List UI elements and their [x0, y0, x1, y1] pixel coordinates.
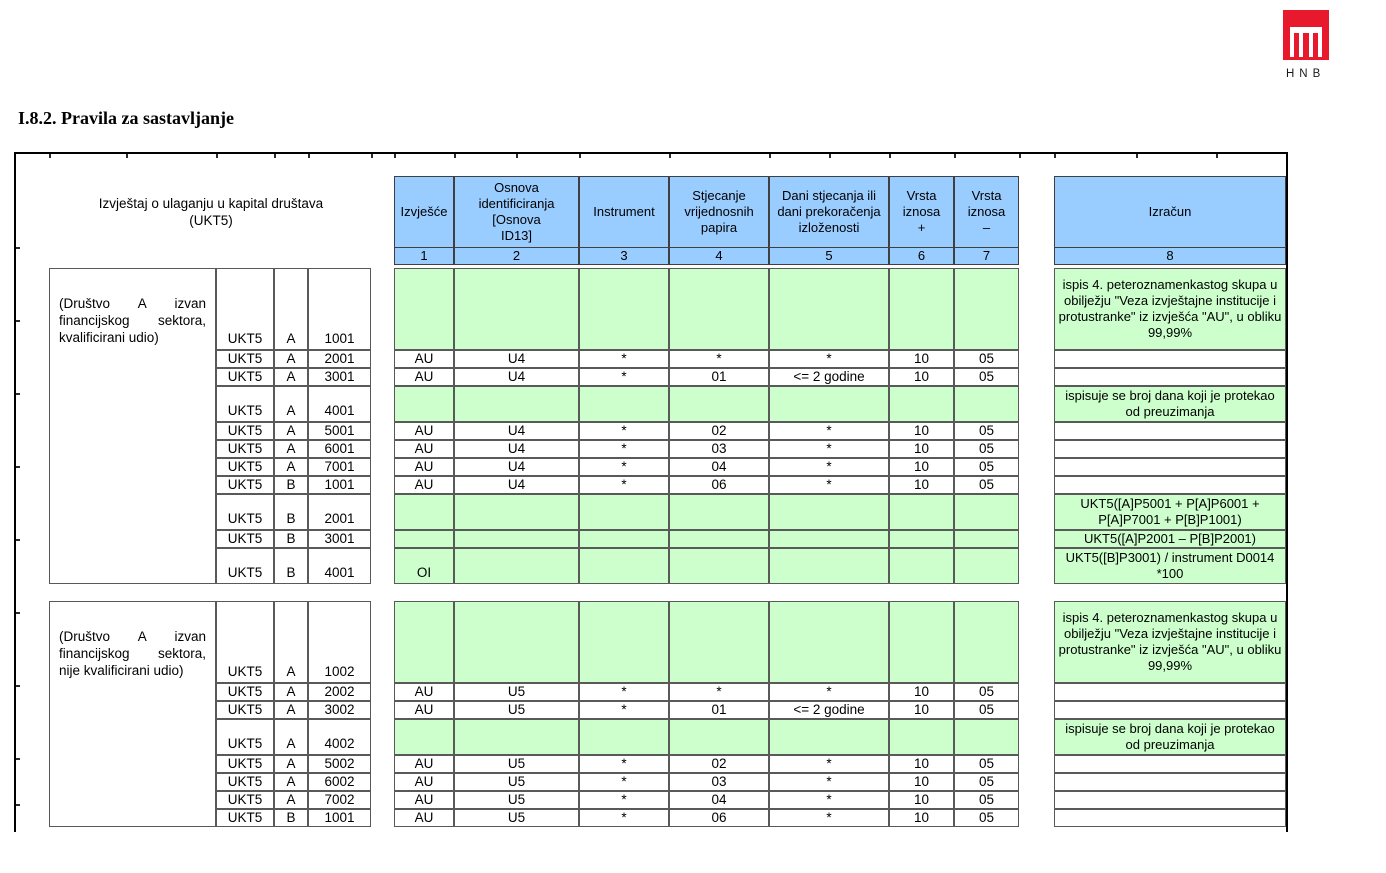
vrsta-plus-cell: 10: [889, 350, 954, 368]
position-cell: 1001: [308, 809, 371, 827]
dani-cell: [769, 494, 889, 530]
position-cell: 5002: [308, 755, 371, 773]
vrsta-minus-cell: 05: [954, 809, 1019, 827]
vrsta-minus-cell: 05: [954, 773, 1019, 791]
izracun-cell: [1054, 440, 1286, 458]
grid-tick: [1216, 154, 1218, 158]
vrsta-plus-cell: 10: [889, 701, 954, 719]
dani-cell: *: [769, 458, 889, 476]
group-cell: A: [274, 601, 308, 683]
vrsta-plus-cell: 10: [889, 440, 954, 458]
izracun-cell: UKT5([B]P3001) / instrument D0014 *100: [1054, 548, 1286, 584]
dani-cell: *: [769, 422, 889, 440]
osnova-cell: U5: [454, 701, 579, 719]
dani-cell: [769, 548, 889, 584]
osnova-cell: [454, 268, 579, 350]
vrsta-plus-cell: 10: [889, 683, 954, 701]
izracun-cell: UKT5([A]P5001 + P[A]P6001 + P[A]P7001 + P[B]P1001): [1054, 494, 1286, 530]
report-name: [46, 176, 376, 248]
grid-tick: [16, 539, 20, 541]
izvjesce-cell: AU: [394, 368, 454, 386]
stjecanje-cell: 02: [669, 422, 769, 440]
column-header-izvjesce: Izvješće: [394, 176, 454, 248]
vrsta-plus-cell: 10: [889, 809, 954, 827]
vrsta-plus-cell: [889, 530, 954, 548]
izracun-cell: ispis 4. peteroznamenkastog skupa u obilježju "Veza izvještajne institucije i protustranke" iz izvješća "AU", u obliku 99,99%: [1054, 268, 1286, 350]
column-header-vrsta-plus: Vrsta iznosa +: [889, 176, 954, 248]
position-cell: 1002: [308, 601, 371, 683]
vrsta-minus-cell: 05: [954, 701, 1019, 719]
izracun-cell: [1054, 773, 1286, 791]
vrsta-plus-cell: 10: [889, 458, 954, 476]
report-code-cell: UKT5: [216, 368, 274, 386]
group-cell: A: [274, 719, 308, 755]
grid-tick: [216, 154, 218, 158]
izracun-cell: [1054, 701, 1286, 719]
stjecanje-cell: [669, 386, 769, 422]
group-cell: A: [274, 773, 308, 791]
dani-cell: [769, 601, 889, 683]
osnova-cell: [454, 494, 579, 530]
position-cell: 4001: [308, 548, 371, 584]
position-cell: 7001: [308, 458, 371, 476]
izracun-cell: [1054, 809, 1286, 827]
group-cell: A: [274, 268, 308, 350]
position-cell: 3001: [308, 530, 371, 548]
position-cell: 2001: [308, 494, 371, 530]
dani-cell: *: [769, 350, 889, 368]
group-cell: A: [274, 683, 308, 701]
grid-tick: [16, 685, 20, 687]
group-cell: B: [274, 548, 308, 584]
report-code-cell: UKT5: [216, 350, 274, 368]
instrument-cell: *: [579, 683, 669, 701]
grid-tick: [49, 154, 51, 158]
instrument-cell: *: [579, 440, 669, 458]
osnova-cell: [454, 530, 579, 548]
instrument-cell: *: [579, 809, 669, 827]
osnova-cell: U5: [454, 683, 579, 701]
osnova-cell: [454, 601, 579, 683]
grid-tick: [16, 320, 20, 322]
group-cell: B: [274, 809, 308, 827]
dani-cell: *: [769, 755, 889, 773]
vrsta-plus-cell: 10: [889, 791, 954, 809]
stjecanje-cell: 04: [669, 458, 769, 476]
position-cell: 6002: [308, 773, 371, 791]
vrsta-minus-cell: 05: [954, 683, 1019, 701]
vrsta-plus-cell: [889, 268, 954, 350]
hnb-logo: [1283, 10, 1343, 80]
group-cell: A: [274, 368, 308, 386]
report-table: [14, 152, 1288, 832]
izracun-cell: [1054, 755, 1286, 773]
izvjesce-cell: AU: [394, 791, 454, 809]
stjecanje-cell: 03: [669, 440, 769, 458]
vrsta-plus-cell: [889, 719, 954, 755]
position-cell: 7002: [308, 791, 371, 809]
osnova-cell: U5: [454, 791, 579, 809]
stjecanje-cell: 01: [669, 368, 769, 386]
group-cell: A: [274, 755, 308, 773]
group-cell: A: [274, 350, 308, 368]
vrsta-plus-cell: [889, 386, 954, 422]
instrument-cell: *: [579, 791, 669, 809]
instrument-cell: *: [579, 422, 669, 440]
vrsta-plus-cell: 10: [889, 422, 954, 440]
instrument-cell: *: [579, 476, 669, 494]
dani-cell: *: [769, 683, 889, 701]
group-cell: A: [274, 791, 308, 809]
vrsta-minus-cell: [954, 494, 1019, 530]
osnova-cell: [454, 719, 579, 755]
izracun-cell: [1054, 458, 1286, 476]
izracun-cell: UKT5([A]P2001 – P[B]P2001): [1054, 530, 1286, 548]
grid-tick: [16, 804, 20, 806]
position-cell: 1001: [308, 476, 371, 494]
dani-cell: *: [769, 773, 889, 791]
vrsta-plus-cell: [889, 494, 954, 530]
grid-tick: [669, 154, 671, 158]
instrument-cell: [579, 719, 669, 755]
position-cell: 4001: [308, 386, 371, 422]
report-code-cell: UKT5: [216, 683, 274, 701]
vrsta-minus-cell: 05: [954, 476, 1019, 494]
osnova-cell: U4: [454, 440, 579, 458]
report-name-line1: Izvještaj o ulaganju u kapital društava: [98, 196, 324, 211]
grid-tick: [308, 154, 310, 158]
report-code-cell: UKT5: [216, 791, 274, 809]
osnova-cell: U4: [454, 368, 579, 386]
dani-cell: [769, 268, 889, 350]
instrument-cell: [579, 268, 669, 350]
column-header-stjecanje: Stjecanje vrijednosnih papira: [669, 176, 769, 248]
report-code-cell: UKT5: [216, 755, 274, 773]
vrsta-plus-cell: 10: [889, 755, 954, 773]
osnova-cell: U4: [454, 476, 579, 494]
stjecanje-cell: 06: [669, 809, 769, 827]
column-header-instrument: Instrument: [579, 176, 669, 248]
grid-tick: [126, 154, 128, 158]
vrsta-plus-cell: [889, 548, 954, 584]
hnb-logo-text: HNB: [1286, 68, 1326, 80]
report-code-cell: UKT5: [216, 719, 274, 755]
izvjesce-cell: [394, 719, 454, 755]
instrument-cell: [579, 548, 669, 584]
column-number-5: 5: [769, 247, 889, 265]
izracun-cell: [1054, 683, 1286, 701]
group-cell: A: [274, 701, 308, 719]
position-cell: 1001: [308, 268, 371, 350]
vrsta-plus-cell: 10: [889, 368, 954, 386]
report-code-cell: UKT5: [216, 494, 274, 530]
grid-tick: [394, 154, 396, 158]
vrsta-minus-cell: 05: [954, 458, 1019, 476]
grid-tick: [829, 154, 831, 158]
stjecanje-cell: [669, 601, 769, 683]
dani-cell: *: [769, 476, 889, 494]
group-cell: B: [274, 476, 308, 494]
izvjesce-cell: [394, 601, 454, 683]
grid-tick: [16, 247, 20, 249]
dani-cell: [769, 386, 889, 422]
izracun-cell: [1054, 368, 1286, 386]
stjecanje-cell: [669, 548, 769, 584]
izvjesce-cell: AU: [394, 773, 454, 791]
column-header-dani: Dani stjecanja ili dani prekoračenja izloženosti: [769, 176, 889, 248]
stjecanje-cell: [669, 530, 769, 548]
izvjesce-cell: [394, 530, 454, 548]
osnova-cell: [454, 548, 579, 584]
report-code-cell: UKT5: [216, 476, 274, 494]
instrument-cell: *: [579, 350, 669, 368]
grid-tick: [954, 154, 956, 158]
column-header-izracun: Izračun: [1054, 176, 1286, 248]
grid-tick: [1054, 154, 1056, 158]
izvjesce-cell: AU: [394, 440, 454, 458]
izvjesce-cell: AU: [394, 476, 454, 494]
grid-tick: [889, 154, 891, 158]
column-header-vrsta-minus: Vrsta iznosa –: [954, 176, 1019, 248]
vrsta-minus-cell: [954, 601, 1019, 683]
report-code-cell: UKT5: [216, 548, 274, 584]
group-cell: A: [274, 386, 308, 422]
osnova-cell: [454, 386, 579, 422]
izracun-cell: [1054, 422, 1286, 440]
vrsta-minus-cell: [954, 719, 1019, 755]
dani-cell: <= 2 godine: [769, 368, 889, 386]
izvjesce-cell: OI: [394, 548, 454, 584]
report-code-cell: UKT5: [216, 422, 274, 440]
instrument-cell: [579, 530, 669, 548]
report-code-cell: UKT5: [216, 773, 274, 791]
instrument-cell: [579, 494, 669, 530]
instrument-cell: *: [579, 368, 669, 386]
vrsta-plus-cell: 10: [889, 773, 954, 791]
section-kvalificirani-udio: [49, 268, 1286, 584]
grid-tick: [454, 154, 456, 158]
osnova-cell: U4: [454, 422, 579, 440]
izracun-cell: ispis 4. peteroznamenkastog skupa u obilježju "Veza izvještajne institucije i protustranke" iz izvješća "AU", u obliku 99,99%: [1054, 601, 1286, 683]
izvjesce-cell: AU: [394, 809, 454, 827]
position-cell: 2001: [308, 350, 371, 368]
izvjesce-cell: AU: [394, 422, 454, 440]
group-cell: B: [274, 530, 308, 548]
stjecanje-cell: 01: [669, 701, 769, 719]
stjecanje-cell: *: [669, 683, 769, 701]
column-number-4: 4: [669, 247, 769, 265]
stjecanje-cell: [669, 719, 769, 755]
izvjesce-cell: AU: [394, 755, 454, 773]
group-cell: A: [274, 440, 308, 458]
izracun-cell: ispisuje se broj dana koji je protekao od preuzimanja: [1054, 719, 1286, 755]
instrument-cell: *: [579, 458, 669, 476]
dani-cell: *: [769, 791, 889, 809]
vrsta-minus-cell: 05: [954, 422, 1019, 440]
grid-tick: [769, 154, 771, 158]
stjecanje-cell: 06: [669, 476, 769, 494]
dani-cell: [769, 530, 889, 548]
izracun-cell: [1054, 350, 1286, 368]
position-cell: 5001: [308, 422, 371, 440]
vrsta-minus-cell: 05: [954, 440, 1019, 458]
grid-tick: [1019, 154, 1021, 158]
instrument-cell: *: [579, 773, 669, 791]
section-label: (Društvo A izvan financijskog sektora, nije kvalificirani udio): [49, 601, 216, 827]
vrsta-minus-cell: 05: [954, 755, 1019, 773]
grid-tick: [1136, 154, 1138, 158]
vrsta-minus-cell: [954, 530, 1019, 548]
group-cell: A: [274, 422, 308, 440]
report-code-cell: UKT5: [216, 440, 274, 458]
izracun-cell: [1054, 476, 1286, 494]
izvjesce-cell: AU: [394, 458, 454, 476]
section-nije-kvalificirani-udio: [49, 601, 1286, 827]
position-cell: 2002: [308, 683, 371, 701]
grid-tick: [16, 466, 20, 468]
vrsta-minus-cell: [954, 268, 1019, 350]
stjecanje-cell: 03: [669, 773, 769, 791]
osnova-cell: U5: [454, 773, 579, 791]
report-name-line2: (UKT5): [189, 213, 233, 228]
osnova-cell: U4: [454, 458, 579, 476]
position-cell: 4002: [308, 719, 371, 755]
instrument-cell: [579, 386, 669, 422]
hnb-logo-icon: [1283, 10, 1329, 60]
grid-tick: [579, 154, 581, 158]
vrsta-minus-cell: 05: [954, 791, 1019, 809]
dani-cell: <= 2 godine: [769, 701, 889, 719]
report-code-cell: UKT5: [216, 809, 274, 827]
vrsta-plus-cell: 10: [889, 476, 954, 494]
izvjesce-cell: [394, 386, 454, 422]
report-code-cell: UKT5: [216, 458, 274, 476]
vrsta-plus-cell: [889, 601, 954, 683]
dani-cell: *: [769, 440, 889, 458]
group-cell: B: [274, 494, 308, 530]
instrument-cell: *: [579, 755, 669, 773]
izracun-cell: ispisuje se broj dana koji je protekao od preuzimanja: [1054, 386, 1286, 422]
dani-cell: *: [769, 809, 889, 827]
dani-cell: [769, 719, 889, 755]
izvjesce-cell: AU: [394, 701, 454, 719]
izracun-cell: [1054, 791, 1286, 809]
report-code-cell: UKT5: [216, 701, 274, 719]
position-cell: 3001: [308, 368, 371, 386]
page-title: I.8.2. Pravila za sastavljanje: [18, 108, 234, 128]
osnova-cell: U5: [454, 809, 579, 827]
stjecanje-cell: [669, 268, 769, 350]
stjecanje-cell: [669, 494, 769, 530]
grid-tick: [516, 154, 518, 158]
report-code-cell: UKT5: [216, 268, 274, 350]
vrsta-minus-cell: [954, 386, 1019, 422]
vrsta-minus-cell: [954, 548, 1019, 584]
position-cell: 6001: [308, 440, 371, 458]
instrument-cell: [579, 601, 669, 683]
grid-tick: [371, 154, 373, 158]
report-code-cell: UKT5: [216, 601, 274, 683]
column-number-1: 1: [394, 247, 454, 265]
stjecanje-cell: 02: [669, 755, 769, 773]
izvjesce-cell: [394, 494, 454, 530]
grid-tick: [16, 393, 20, 395]
report-code-cell: UKT5: [216, 386, 274, 422]
column-number-3: 3: [579, 247, 669, 265]
osnova-cell: U4: [454, 350, 579, 368]
vrsta-minus-cell: 05: [954, 350, 1019, 368]
section-label: (Društvo A izvan financijskog sektora, kvalificirani udio): [49, 268, 216, 584]
stjecanje-cell: 04: [669, 791, 769, 809]
stjecanje-cell: *: [669, 350, 769, 368]
izvjesce-cell: AU: [394, 350, 454, 368]
grid-tick: [16, 758, 20, 760]
column-number-2: 2: [454, 247, 579, 265]
vrsta-minus-cell: 05: [954, 368, 1019, 386]
column-header-osnova: Osnova identificiranja [Osnova ID13]: [454, 176, 579, 248]
osnova-cell: U5: [454, 755, 579, 773]
position-cell: 3002: [308, 701, 371, 719]
column-number-7: 7: [954, 247, 1019, 265]
report-code-cell: UKT5: [216, 530, 274, 548]
column-number-8: 8: [1054, 247, 1286, 265]
group-cell: A: [274, 458, 308, 476]
instrument-cell: *: [579, 701, 669, 719]
izvjesce-cell: [394, 268, 454, 350]
izvjesce-cell: AU: [394, 683, 454, 701]
grid-tick: [274, 154, 276, 158]
column-number-6: 6: [889, 247, 954, 265]
grid-tick: [16, 612, 20, 614]
